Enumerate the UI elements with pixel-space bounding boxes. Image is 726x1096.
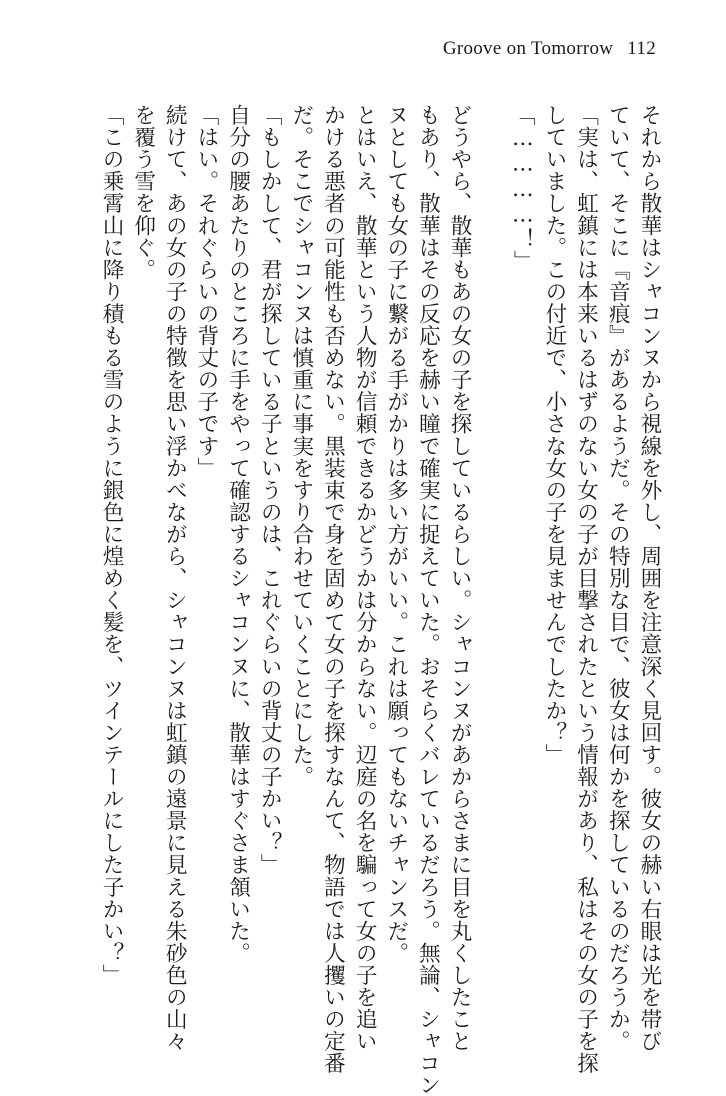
text-line: 「もしかして、君が探している子というのは、これぐらいの背丈の子かい？」 [257,104,283,876]
running-header [443,38,656,60]
text-line: 「はい。それぐらいの背丈の子です」 [193,104,219,479]
text-line: 「実は、虹鎮には本来いるはずのない女の子が目撃されたという情報があり、私はその女の子を探 [573,104,599,1075]
text-line: 「…………！」 [510,104,536,272]
text-line: 「この乗霄山に降り積もる雪のように銀色に煌めく髪を、ツインテールにした子かい？」 [99,104,124,986]
text-line: ヌとしても女の子に繋がる手がかりは多い方がいい。これは願ってもないチャンスだ。 [383,104,409,964]
text-line: とはいえ、散華という人物が信頼できるかどうかは分からない。辺庭の名を騙って女の子を追い [352,104,378,1053]
text-line: を覆う雪を仰ぐ。 [130,104,156,281]
blank-line [480,104,502,984]
text-line: もあり、散華はその反応を赫い瞳で確実に捉えていた。おそらくバレているだろう。無論、シャコン [415,104,441,1096]
text-line: それから散華はシャコンヌから視線を外し、周囲を注意深く見回す。彼女の赫い右眼は光を帯び [636,104,662,1053]
text-line: かける悪者の可能性も否めない。黒装束で身を固めて女の子を探すなんて、物語では人攫いの定番 [320,104,346,1075]
text-line: どうやら、散華もあの女の子を探しているらしい。シャコンヌがあからさまに目を丸くしたこと [447,104,473,1053]
book-title: Groove on Tomorrow [442,38,614,59]
text-line: 自分の腰あたりのところに手をやって確認するシャコンヌに、散華はすぐさま頷いた。 [225,104,251,964]
text-line: 続けて、あの女の子の特徴を思い浮かべながら、シャコンヌは虹鎮の遠景に見える朱砂色の山々 [162,104,188,1053]
text-line: していました。この付近で、小さな女の子を見ませんでしたか？」 [541,104,567,766]
vertical-text-body [99,104,662,1096]
page-number: 112 [627,38,656,59]
text-line: だ。そこでシャコンヌは慎重に事実をすり合わせていくことにした。 [288,104,314,788]
text-line: ていて、そこに『音痕』があるようだ。その特別な目で、彼女は何かを探しているのだろうか。 [605,104,631,1053]
